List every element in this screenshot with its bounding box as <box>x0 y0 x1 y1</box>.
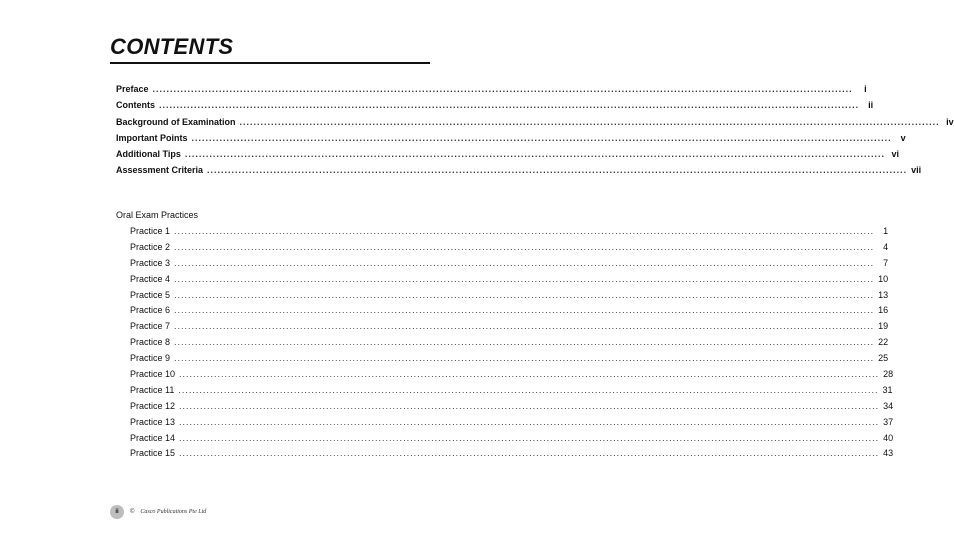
entry-page-number: 7 <box>883 257 889 268</box>
entry-label: Practice 14 <box>130 432 176 443</box>
practice-entry <box>130 448 894 464</box>
dot-leader: ........................................................................................................................................................................................................ <box>174 241 875 252</box>
entry-label: Assessment Criteria <box>116 165 204 176</box>
entry-page-number: 25 <box>878 353 889 364</box>
practice-entry <box>130 321 889 337</box>
front-matter-entry <box>116 116 954 133</box>
practice-list <box>130 226 894 464</box>
entry-label: Practice 5 <box>130 289 171 300</box>
publisher-name: Casco Publications Pte Ltd <box>140 509 207 515</box>
front-matter-entry <box>116 84 867 100</box>
entry-page-number: 37 <box>883 416 894 427</box>
practice-entry <box>130 432 894 449</box>
practice-entry <box>130 226 889 242</box>
dot-leader: ........................................................................................................................................................................................................ <box>239 116 940 127</box>
dot-leader: ........................................................................................................................................................................................................ <box>184 149 885 160</box>
entry-label: Additional Tips <box>116 149 181 160</box>
front-matter-entry <box>116 132 906 149</box>
practice-entry <box>130 289 889 306</box>
entry-label: Practice 4 <box>130 273 171 284</box>
entry-label: Practice 3 <box>130 257 171 268</box>
entry-label: Practice 10 <box>130 369 176 380</box>
copyright-icon: © <box>130 509 135 515</box>
entry-page-number: 4 <box>883 241 889 252</box>
dot-leader: ........................................................................................................................................................................................................ <box>179 400 880 411</box>
dot-leader: ........................................................................................................................................................................................................ <box>174 337 875 348</box>
entry-label: Practice 13 <box>130 416 176 427</box>
dot-leader: ........................................................................................................................................................................................................ <box>178 384 879 395</box>
practice-entry <box>130 384 893 401</box>
dot-leader: ........................................................................................................................................................................................................ <box>174 321 875 332</box>
entry-page-number: i <box>864 84 867 94</box>
entry-page-number: 28 <box>883 369 894 380</box>
entry-label: Practice 8 <box>130 337 171 348</box>
entry-label: Practice 11 <box>130 384 175 395</box>
practice-entry <box>130 353 889 369</box>
dot-leader: ........................................................................................................................................................................................................ <box>179 369 880 380</box>
page-footer <box>110 505 206 519</box>
entry-label: Practice 7 <box>130 321 171 332</box>
entry-label: Important Points <box>116 132 188 143</box>
entry-label: Practice 1 <box>130 226 171 236</box>
practice-entry <box>130 416 894 433</box>
page-title: CONTENTS <box>110 34 234 59</box>
entry-page-number: 22 <box>878 337 889 348</box>
dot-leader: ........................................................................................................................................................................................................ <box>174 226 875 236</box>
entry-label: Contents <box>116 100 155 111</box>
entry-page-number: vi <box>891 149 899 160</box>
entry-page-number: 19 <box>878 321 889 332</box>
entry-page-number: 34 <box>883 400 894 411</box>
page-number-badge: ii <box>110 505 124 519</box>
practice-entry <box>130 400 894 417</box>
title-underline <box>110 62 430 64</box>
dot-leader: ........................................................................................................................................................................................................ <box>207 165 908 176</box>
front-matter-list <box>116 84 954 182</box>
section-heading: Oral Exam Practices <box>116 210 199 220</box>
entry-label: Practice 9 <box>130 353 171 364</box>
entry-page-number: vii <box>911 165 922 176</box>
entry-page-number: 31 <box>882 384 893 395</box>
entry-label: Practice 2 <box>130 241 171 252</box>
dot-leader: ........................................................................................................................................................................................................ <box>191 132 892 143</box>
dot-leader: ........................................................................................................................................................................................................ <box>174 273 875 284</box>
front-matter-entry <box>116 149 899 165</box>
dot-leader: ........................................................................................................................................................................................................ <box>152 84 853 94</box>
entry-page-number: 1 <box>883 226 889 236</box>
entry-page-number: 13 <box>878 289 889 300</box>
dot-leader: ........................................................................................................................................................................................................ <box>179 416 880 427</box>
entry-page-number: ii <box>868 100 874 111</box>
practice-entry <box>130 241 889 258</box>
entry-label: Practice 6 <box>130 305 171 316</box>
entry-page-number: 16 <box>878 305 889 316</box>
front-matter-entry <box>116 165 922 181</box>
entry-label: Practice 15 <box>130 448 176 459</box>
entry-label: Practice 12 <box>130 400 176 411</box>
entry-label: Background of Examination <box>116 116 236 127</box>
entry-page-number: 10 <box>878 273 889 284</box>
dot-leader: ........................................................................................................................................................................................................ <box>174 289 875 300</box>
dot-leader: ........................................................................................................................................................................................................ <box>174 353 875 364</box>
entry-page-number: 40 <box>883 432 894 443</box>
entry-page-number: 43 <box>883 448 894 459</box>
dot-leader: ........................................................................................................................................................................................................ <box>179 432 880 443</box>
practice-entry <box>130 305 889 321</box>
entry-page-number: v <box>900 132 906 143</box>
practice-entry <box>130 273 889 290</box>
entry-label: Preface <box>116 84 149 94</box>
front-matter-entry <box>116 100 874 116</box>
dot-leader: ........................................................................................................................................................................................................ <box>159 100 860 111</box>
dot-leader: ........................................................................................................................................................................................................ <box>174 305 875 316</box>
practice-entry <box>130 257 889 274</box>
dot-leader: ........................................................................................................................................................................................................ <box>174 257 875 268</box>
entry-page-number: iv <box>946 116 954 127</box>
dot-leader: ........................................................................................................................................................................................................ <box>179 448 880 459</box>
practice-entry <box>130 369 894 385</box>
practice-entry <box>130 337 889 353</box>
